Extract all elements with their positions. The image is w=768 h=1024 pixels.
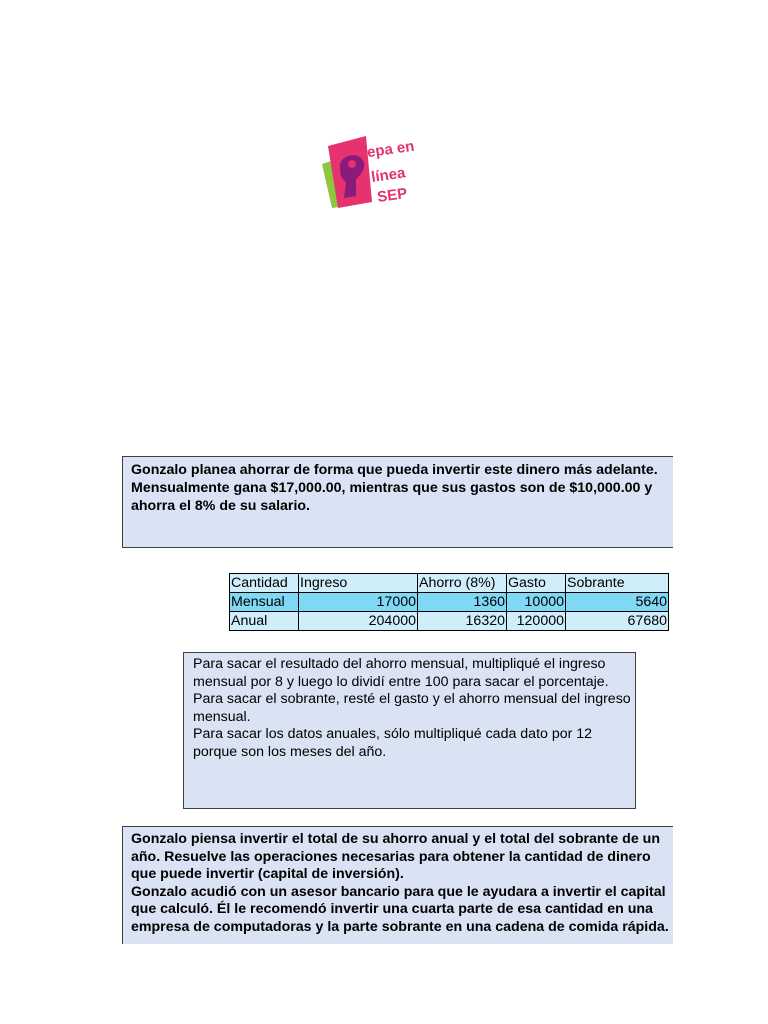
header-cantidad: Cantidad xyxy=(230,574,299,593)
cell-sobrante: 5640 xyxy=(566,593,669,612)
cell-sobrante: 67680 xyxy=(566,612,669,631)
investment-paragraph: Gonzalo piensa invertir el total de su ahorro anual y el total del sobrante de un año. Resuelve las operaciones necesarias para obtener la cantidad de dinero que puede invertir (capital de inversión). xyxy=(131,831,660,882)
cell-ingreso: 17000 xyxy=(299,593,418,612)
table-row-mensual xyxy=(230,593,669,612)
cell-gasto: 10000 xyxy=(507,593,566,612)
cell-ahorro: 1360 xyxy=(418,593,507,612)
header-sobrante: Sobrante xyxy=(566,574,669,593)
header-ingreso: Ingreso xyxy=(299,574,418,593)
investment-problem-box xyxy=(122,826,673,944)
logo-line-2: línea xyxy=(370,164,407,186)
header-gasto: Gasto xyxy=(507,574,566,593)
logo-line-3: SEP xyxy=(376,184,409,206)
table-row-anual xyxy=(230,612,669,631)
table-header-row xyxy=(230,574,669,593)
explanation-paragraph: Para sacar el resultado del ahorro mensual, multipliqué el ingreso mensual por 8 y luego lo dividí entre 100 para sacar el porcentaje. xyxy=(193,656,609,690)
explanation-paragraph: Para sacar el sobrante, resté el gasto y el ahorro mensual del ingreso mensual. xyxy=(193,691,631,725)
prepa-en-linea-sep-logo xyxy=(322,136,418,212)
intro-problem-box xyxy=(122,456,673,548)
explanation-box xyxy=(183,652,636,809)
cell-ahorro: 16320 xyxy=(418,612,507,631)
cell-label: Mensual xyxy=(230,593,299,612)
investment-paragraph: Gonzalo acudió con un asesor bancario para que le ayudara a invertir el capital que calculó. Él le recomendó invertir una cuarta parte de esa cantidad en una empresa de computadoras y la parte sobrante en una cadena de comida rápida. xyxy=(131,883,669,935)
logo-figure-eye xyxy=(348,160,356,168)
cell-gasto: 120000 xyxy=(507,612,566,631)
header-ahorro: Ahorro (8%) xyxy=(418,574,507,593)
logo-line-1: repa en xyxy=(360,137,416,162)
savings-table xyxy=(229,573,669,631)
cell-ingreso: 204000 xyxy=(299,612,418,631)
intro-problem-text: Gonzalo planea ahorrar de forma que pueda invertir este dinero más adelante. Mensualmente gana $17,000.00, mientras que sus gastos son de $10,000.00 y ahorra el 8% de su salario. xyxy=(131,462,658,514)
explanation-paragraph: Para sacar los datos anuales, sólo multipliqué cada dato por 12 porque son los meses del año. xyxy=(193,726,593,760)
cell-label: Anual xyxy=(230,612,299,631)
